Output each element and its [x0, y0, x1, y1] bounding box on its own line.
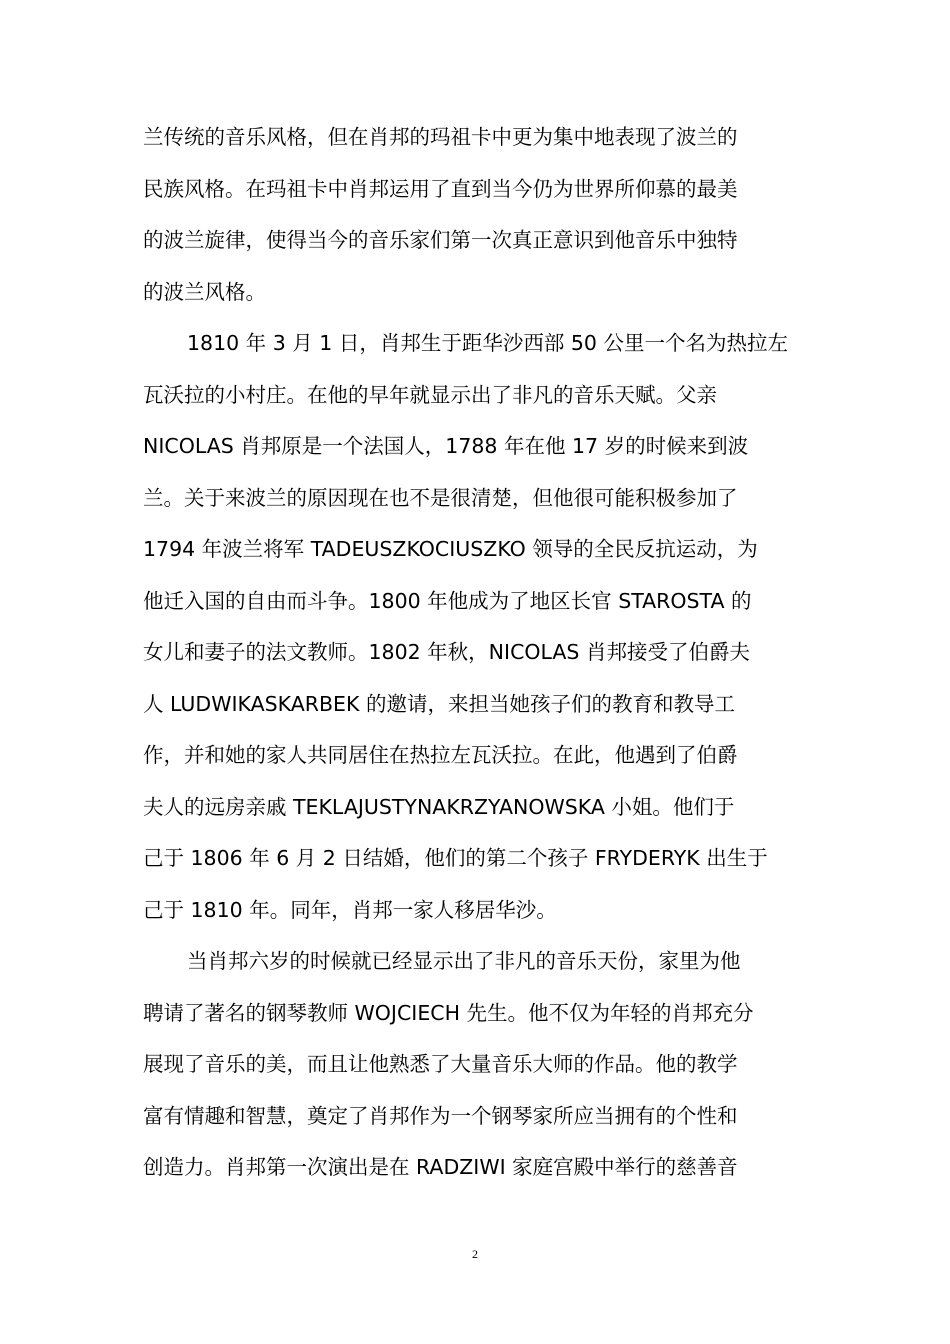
text-line: 民族风格。在玛祖卡中肖邦运用了直到当今仍为世界所仰慕的最美: [143, 176, 738, 201]
text-line: 他迁入国的自由而斗争。1800 年他成为了地区长官 STAROSTA 的: [143, 588, 752, 613]
text-line: 兰。关于来波兰的原因现在也不是很清楚，但他很可能积极参加了: [143, 485, 738, 510]
text-line: 兰传统的音乐风格，但在肖邦的玛祖卡中更为集中地表现了波兰的: [143, 125, 738, 149]
text-line: 展现了音乐的美，而且让他熟悉了大量音乐大师的作品。他的教学: [143, 1052, 738, 1076]
paragraph-first-line: 当肖邦六岁的时候就已经显示出了非凡的音乐天份，家里为他: [187, 949, 741, 973]
text-line: 夫人的远房亲戚 TEKLAJUSTYNAKRZYANOWSKA 小姐。他们于: [143, 794, 735, 819]
text-line: 富有情趣和智慧，奠定了肖邦作为一个钢琴家所应当拥有的个性和: [143, 1103, 738, 1128]
text-line: 女儿和妻子的法文教师。1802 年秋，NICOLAS 肖邦接受了伯爵夫: [143, 640, 750, 664]
text-line: 的波兰风格。: [143, 279, 266, 304]
text-line: 人 LUDWIKASKARBEK 的邀请，来担当她孩子们的教育和教导工: [143, 691, 735, 716]
text-line: 己于 1806 年 6 月 2 日结婚，他们的第二个孩子 FRYDERYK 出生于: [143, 846, 768, 870]
text-line: 聘请了著名的钢琴教师 WOJCIECH 先生。他不仅为年轻的肖邦充分: [143, 1000, 754, 1025]
text-line: 的波兰旋律，使得当今的音乐家们第一次真正意识到他音乐中独特: [143, 228, 738, 252]
paragraph-first-line: 1810 年 3 月 1 日，肖邦生于距华沙西部 50 公里一个名为热拉左: [187, 331, 788, 355]
text-line: 创造力。肖邦第一次演出是在 RADZIWI 家庭宫殿中举行的慈善音: [143, 1155, 738, 1179]
document-body: [143, 112, 803, 1194]
text-line: 己于 1810 年。同年，肖邦一家人移居华沙。: [143, 897, 557, 922]
text-line: NICOLAS 肖邦原是一个法国人，1788 年在他 17 岁的时候来到波: [143, 434, 749, 458]
text-line: 瓦沃拉的小村庄。在他的早年就显示出了非凡的音乐天赋。父亲: [143, 382, 717, 407]
text-line: 作，并和她的家人共同居住在热拉左瓦沃拉。在此，他遇到了伯爵: [143, 743, 738, 767]
text-line: 1794 年波兰将军 TADEUSZKOCIUSZKO 领导的全民反抗运动，为: [143, 537, 758, 561]
page-number: 2: [472, 1247, 478, 1261]
